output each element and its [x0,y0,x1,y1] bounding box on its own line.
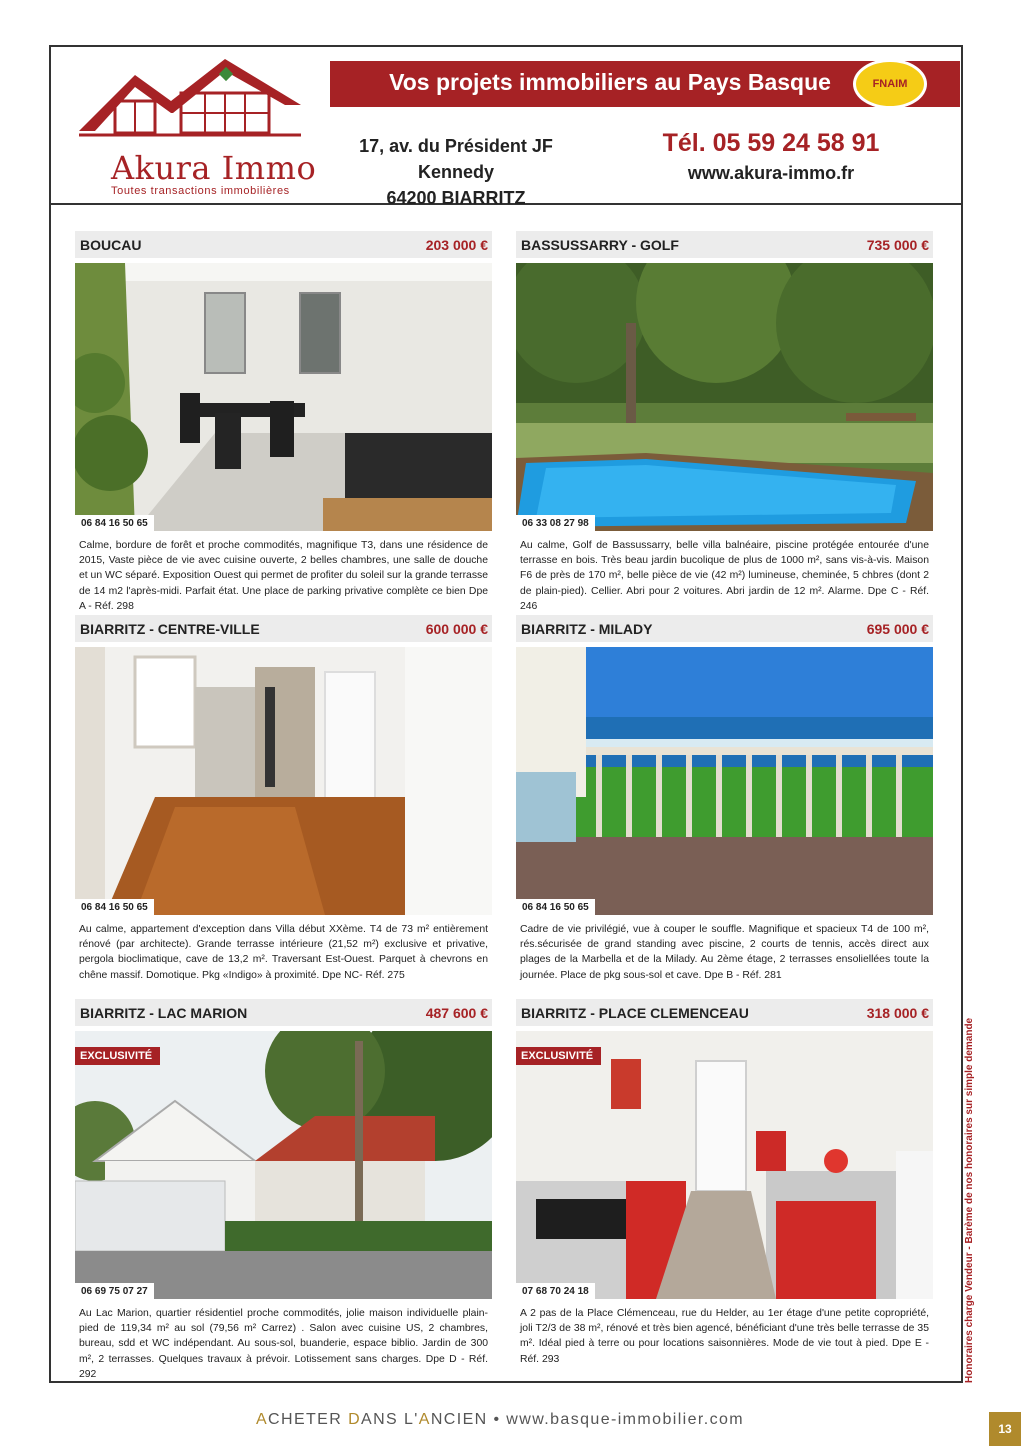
house-photo [75,1031,492,1299]
listing-card[interactable] [75,999,492,1382]
page-footer [0,1411,1000,1429]
address-line2: 64200 BIARRITZ [386,188,526,208]
listing-price: 318 000 € [866,1005,929,1021]
agency-phone[interactable]: Tél. 05 59 24 58 91 [662,129,880,157]
footer-initial-a: A [255,1411,269,1428]
listing-phone: 06 84 16 50 65 [516,899,595,915]
agency-header [51,47,961,208]
fees-side-note: Honoraires charge Vendeur - Barème de nos honoraires sur simple demande [964,1017,975,1383]
listing-photo[interactable] [75,647,492,915]
listing-phone: 07 68 70 24 18 [516,1283,595,1299]
listing-header [516,231,933,258]
listing-card[interactable] [516,231,933,614]
listing-phone: 06 69 75 07 27 [75,1283,154,1299]
listing-photo[interactable] [75,1031,492,1299]
listing-phone: 06 33 08 27 98 [516,515,595,531]
listing-card[interactable] [516,615,933,983]
pool-garden-photo [516,263,933,531]
agency-website[interactable]: www.akura-immo.fr [687,163,855,183]
footer-text-2: ANS L' [361,1411,419,1428]
listing-header [75,231,492,258]
logo-name: Akura Immo [111,149,317,187]
agency-logo [75,57,317,197]
footer-text-3[interactable]: NCIEN • www.basque-immobilier.com [430,1411,745,1428]
exclusive-badge: EXCLUSIVITÉ [75,1047,160,1065]
listing-location: BASSUSSARRY - GOLF [521,237,679,253]
footer-initial-a2: A [418,1411,431,1428]
listing-description: Au calme, Golf de Bassussarry, belle villa balnéaire, piscine protégée entourée d'une terrasse en bois. Très beau jardin bucolique de plus de 1000 m², sans vis-à-vis. Maison F6 de près de 170 m², belle pièce de vie (42 m²) lumineuse, cheminée, 5 chbres (dont 2 de plain-pied). Cellier. Abri pour 2 voitures. Abri jardin de 12 m². Alarme. Dpe C - Réf. 246 [520,540,929,612]
exclusive-badge: EXCLUSIVITÉ [516,1047,601,1065]
listing-header [516,615,933,642]
listing-photo[interactable] [516,263,933,531]
listing-location: BOUCAU [80,237,142,253]
page-frame [49,45,963,1383]
listing-description: A 2 pas de la Place Clémenceau, rue du Helder, au 1er étage d'une petite copropriété, joli T2/3 de 38 m², rénové et très bien agencé, bénéficiant d'une très belle terrasse de 35 m². Idéal pied à terre ou pour locations saisonnières. Mode de vie tout à pied. Dpe E - Réf. 293 [520,1308,929,1365]
listing-card[interactable] [516,999,933,1367]
listing-photo[interactable] [75,263,492,531]
listing-card[interactable] [75,615,492,983]
listing-phone: 06 84 16 50 65 [75,899,154,915]
listing-header [75,999,492,1026]
listing-header [75,615,492,642]
listing-price: 695 000 € [866,621,929,637]
listing-description: Au calme, appartement d'exception dans Villa début XXème. T4 de 73 m² entièrement rénové (par architecte). Grande terrasse intérieure (21,52 m²) exclusive et privative, pergola bioclimatique, cave de 13,2 m². Traversant Est-Ouest. Parquet à chevrons en chêne massif. Domotique. Pkg «Indigo» à proximité. Dpe NC- Réf. 275 [79,924,488,981]
listing-description: Calme, bordure de forêt et proche commodités, magnifique T3, dans une résidence de 2015, Vaste pièce de vie avec cuisine ouverte, 2 belles chambres, une salle de douche et un WC séparé. Exposition Ouest qui permet de profiter du soleil sur la grande terrasse de 14 m2 l'après-midi. Parfait état. Une place de parking privative complète ce bien Dpe A - Réf. 298 [79,540,488,612]
listing-photo[interactable] [516,1031,933,1299]
listing-description: Au Lac Marion, quartier résidentiel proche commodités, jolie maison individuelle plain-pied de 119,34 m² au sol (79,56 m² Carrez) . Salon avec cuisine US, 2 chambres, bureau, sdd et WC indépendant. Au sous-sol, buanderie, espace biblio. Jardin de 300 m², 2 terrasses. Quelques travaux à prévoir. Lotissement sans charges. Dpe D - Réf. 292 [79,1308,488,1380]
red-kitchen-photo [516,1031,933,1299]
listing-location: BIARRITZ - CENTRE-VILLE [80,621,260,637]
logo-tagline: Toutes transactions immobilières [111,185,290,197]
slogan-banner [330,61,960,107]
listing-price: 600 000 € [425,621,488,637]
ocean-balcony-photo [516,647,933,915]
listing-card[interactable] [75,231,492,614]
agency-address [333,133,579,211]
kitchen-parquet-photo [75,647,492,915]
footer-initial-d: D [348,1411,362,1428]
listing-price: 735 000 € [866,237,929,253]
footer-text-1: CHETER [268,1411,349,1428]
listing-price: 203 000 € [425,237,488,253]
listing-description: Cadre de vie privilégié, vue à couper le souffle. Magnifique et spacieux T4 de 100 m², rés.sécurisée de grand standing avec piscine, 2 courts de tennis, accès direct aux plages de la Marbella et de la Milady. Au 2ème étage, 2 terrasses ensoliellées toute la journée. Place de pkg sous-sol et cave. Dpe B - Réf. 281 [520,924,929,981]
fnaim-badge: FNAIM [853,59,927,109]
listing-location: BIARRITZ - LAC MARION [80,1005,248,1021]
listing-location: BIARRITZ - PLACE CLEMENCEAU [521,1005,749,1021]
terrace-photo [75,263,492,531]
listing-price: 487 600 € [425,1005,488,1021]
listing-photo[interactable] [516,647,933,915]
listing-header [516,999,933,1026]
house-logo-icon [75,57,305,147]
listing-phone: 06 84 16 50 65 [75,515,154,531]
slogan-text: Vos projets immobiliers au Pays Basque [389,69,831,95]
address-line1: 17, av. du Président JF Kennedy [359,136,553,182]
listing-location: BIARRITZ - MILADY [521,621,653,637]
page-number: 13 [989,1412,1021,1446]
